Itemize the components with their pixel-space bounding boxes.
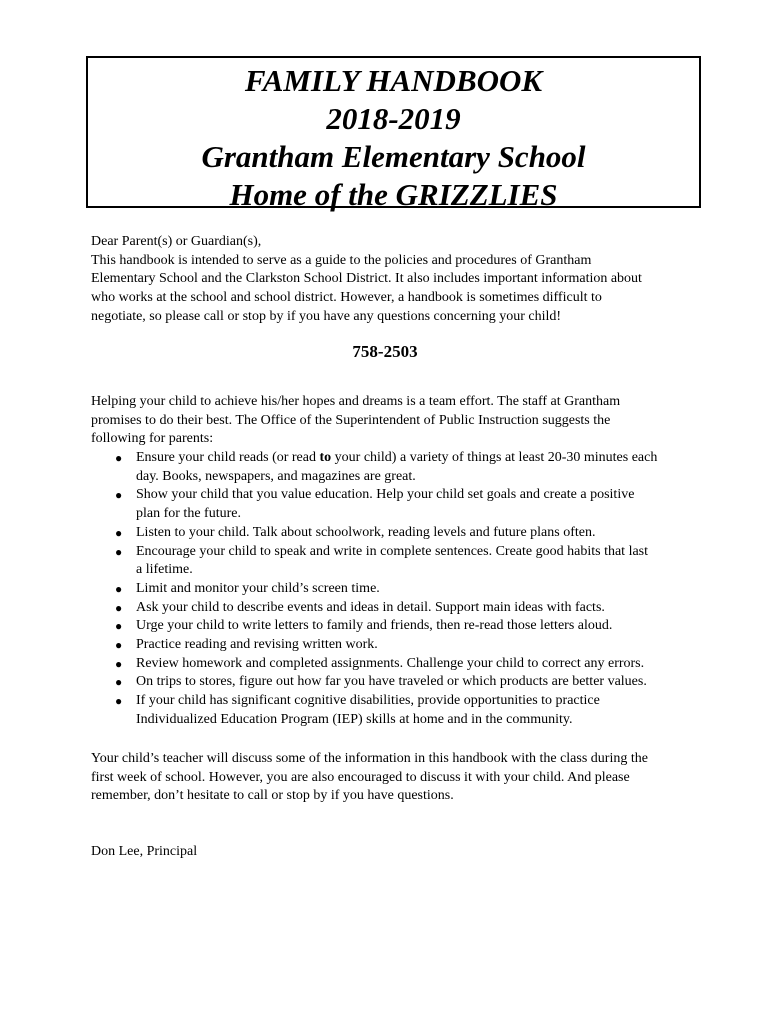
team-line: following for parents: — [91, 431, 214, 447]
bullet-icon: ● — [115, 638, 123, 653]
team-line: Helping your child to achieve his/her hopes and dreams is a team effort. The staff at Grantham — [91, 394, 621, 409]
list-item — [91, 655, 701, 674]
list-item-line: Practice reading and revising written work. — [136, 637, 378, 653]
bullet-icon: ● — [115, 600, 123, 615]
bullet-icon: ● — [115, 544, 123, 559]
list-item-line: Show your child that you value education. Help your child set goals and create a positive — [136, 487, 635, 503]
list-item-line: Limit and monitor your child’s screen time. — [136, 580, 380, 596]
tip-text: Ensure your child reads (or read — [136, 450, 320, 465]
list-item-line: Individualized Education Program (IEP) skills at home and in the community. — [136, 711, 573, 727]
list-item — [91, 486, 701, 523]
intro-line: who works at the school and school district. However, a handbook is sometimes difficult to — [91, 290, 602, 306]
tip-bold-text: to — [319, 450, 332, 465]
list-item-line: Encourage your child to speak and write in complete sentences. Create good habits that last — [136, 543, 649, 559]
list-item-line: If your child has significant cognitive disabilities, provide opportunities to practice — [136, 693, 600, 709]
bullet-icon: ● — [115, 656, 123, 671]
list-item — [91, 692, 701, 729]
list-item-line: On trips to stores, figure out how far you have traveled or which products are better values. — [136, 674, 647, 690]
list-item — [91, 580, 701, 599]
intro-line: This handbook is intended to serve as a guide to the policies and procedures of Grantham — [91, 252, 592, 268]
bullet-icon: ● — [115, 581, 123, 596]
title-line-handbook: FAMILY HANDBOOK — [244, 63, 543, 98]
list-item-line: day. Books, newspapers, and magazines are great. — [136, 468, 416, 484]
list-item — [91, 449, 701, 486]
list-item — [91, 524, 701, 543]
list-item — [91, 617, 701, 636]
bullet-icon: ● — [115, 619, 123, 634]
closing-line: Your child’s teacher will discuss some of the information in this handbook with the class during the — [91, 751, 648, 766]
intro-line: negotiate, so please call or stop by if you have any questions concerning your child! — [91, 308, 562, 324]
list-item-line: plan for the future. — [136, 506, 241, 522]
title-line-mascot: Home of the GRIZZLIES — [229, 177, 558, 212]
bullet-icon: ● — [115, 675, 123, 690]
list-item-line: Ask your child to describe events and ideas in detail. Support main ideas with facts. — [136, 599, 605, 615]
list-item-line: Review homework and completed assignments. Challenge your child to correct any errors. — [136, 655, 645, 671]
school-phone-number: 758-2503 — [352, 342, 418, 361]
tip-text: your child) a variety of things at least 20-30 minutes each — [331, 450, 658, 465]
list-item-line: Urge your child to write letters to family and friends, then re-read those letters aloud. — [136, 618, 613, 634]
team-effort-paragraph — [91, 393, 701, 449]
bullet-icon: ● — [115, 694, 123, 709]
list-item-line: Listen to your child. Talk about schoolwork, reading levels and future plans often. — [136, 524, 596, 540]
bullet-icon: ● — [115, 525, 123, 540]
list-item — [91, 543, 701, 580]
handbook-title-box — [86, 56, 701, 212]
list-item — [91, 599, 701, 618]
closing-line: remember, don’t hesitate to call or stop by if you have questions. — [91, 788, 454, 804]
principal-signature: Don Lee, Principal — [91, 844, 198, 859]
intro-paragraph — [91, 233, 701, 327]
intro-line: Elementary School and the Clarkston School District. It also includes important information about — [91, 271, 642, 287]
title-line-year: 2018-2019 — [326, 101, 461, 136]
list-item-line — [136, 449, 701, 468]
salutation: Dear Parent(s) or Guardian(s), — [91, 234, 262, 249]
closing-paragraph — [91, 750, 701, 806]
list-item — [91, 673, 701, 692]
list-item — [91, 636, 701, 655]
parent-tips-list — [91, 449, 701, 730]
closing-line: first week of school. However, you are also encouraged to discuss it with your child. And please — [91, 769, 630, 785]
bullet-icon: ● — [115, 451, 123, 465]
title-line-school: Grantham Elementary School — [201, 139, 586, 174]
team-line: promises to do their best. The Office of the Superintendent of Public Instruction suggests the — [91, 412, 611, 428]
list-item-line: a lifetime. — [136, 562, 193, 578]
bullet-icon: ● — [115, 488, 123, 503]
